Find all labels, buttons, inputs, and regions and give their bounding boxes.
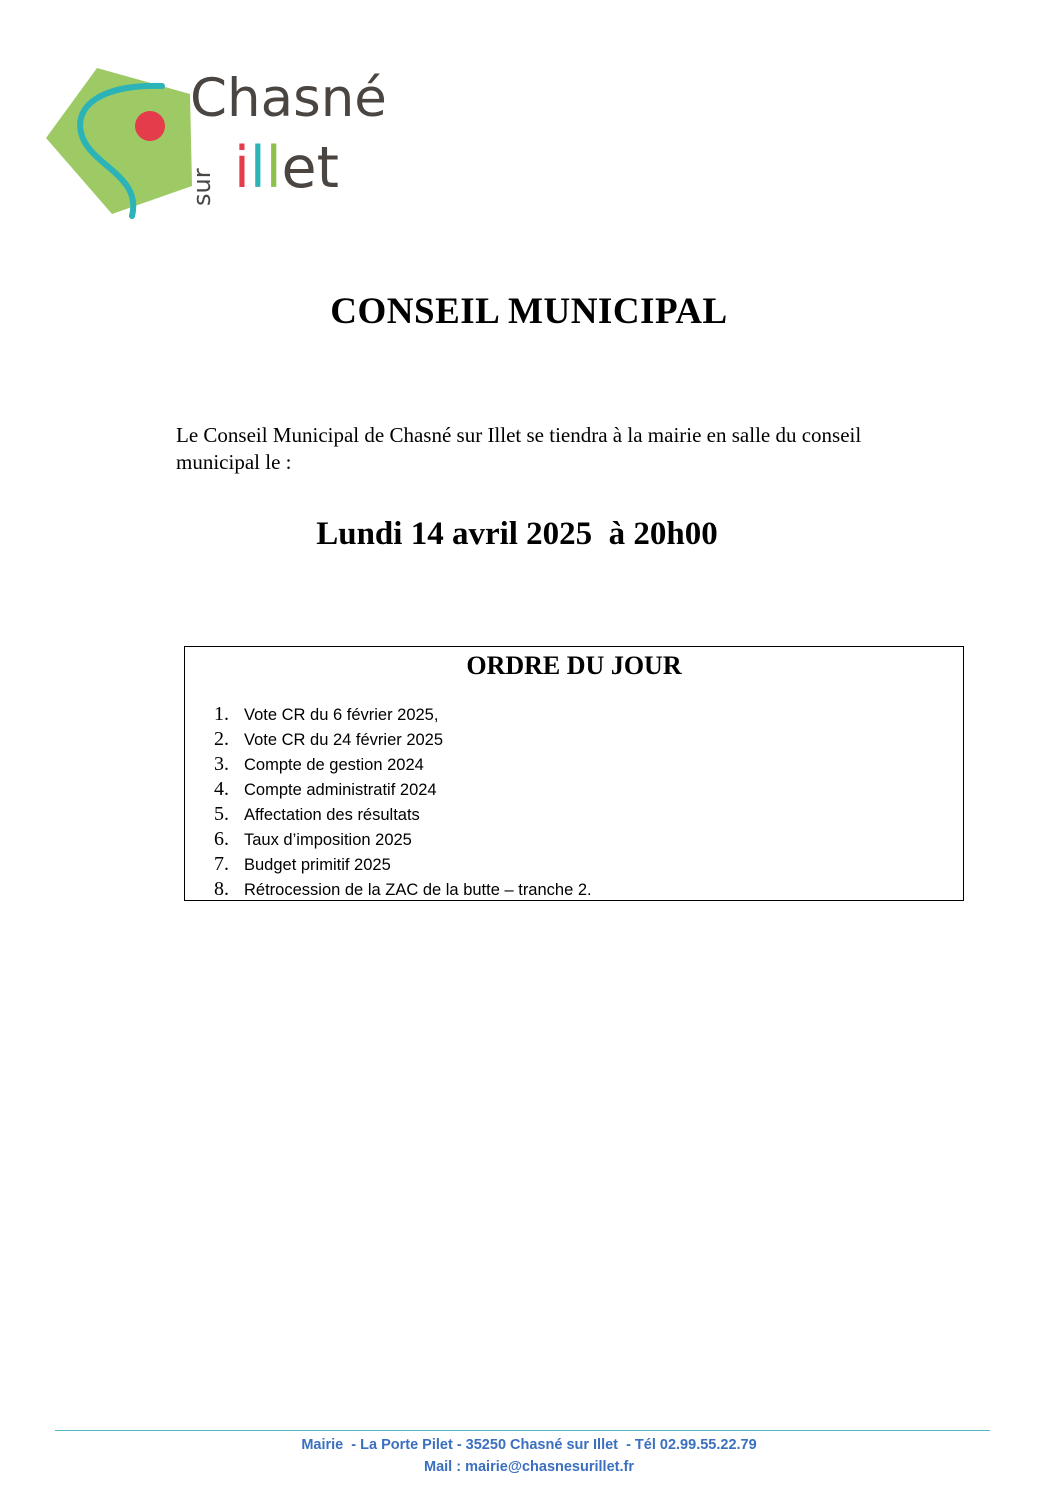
item-number: 6 .: [185, 828, 244, 851]
logo-word-illet: [234, 135, 339, 201]
list-item: [185, 753, 963, 778]
list-item: [185, 828, 963, 853]
item-number: 1 .: [185, 703, 244, 726]
item-label: Rétrocession de la ZAC de la butte – tranche 2.: [244, 881, 592, 899]
item-label: Compte administratif 2024: [244, 781, 437, 799]
item-label: Budget primitif 2025: [244, 856, 391, 874]
item-label: Taux d’imposition 2025: [244, 831, 412, 849]
list-item: [185, 728, 963, 753]
agenda-list: [185, 703, 963, 903]
list-item: [185, 703, 963, 728]
list-item: [185, 878, 963, 903]
list-item: [185, 778, 963, 803]
item-number: 3 .: [185, 753, 244, 776]
meeting-date: Lundi 14 avril 2025 à 20h00: [316, 516, 718, 552]
item-number: 5 .: [185, 803, 244, 826]
logo-word-sur: sur: [188, 168, 216, 206]
item-number: 4 .: [185, 778, 244, 801]
agenda-box: [184, 646, 964, 901]
footer-email: Mail : mairie@chasnesurillet.fr: [424, 1459, 634, 1475]
page-title: CONSEIL MUNICIPAL: [330, 291, 728, 332]
item-label: Vote CR du 24 février 2025: [244, 731, 444, 749]
item-number: 7 .: [185, 853, 244, 876]
footer-divider: [55, 1430, 990, 1431]
intro-paragraph: Le Conseil Municipal de Chasné sur Illet se tiendra à la mairie en salle du conseil municipal le :: [176, 423, 862, 474]
logo-word-chasne: Chasné: [190, 68, 387, 129]
list-item: [185, 803, 963, 828]
list-item: [185, 853, 963, 878]
logo-letter-2: l: [249, 135, 266, 201]
item-label: Affectation des résultats: [244, 806, 420, 824]
item-number: 8 .: [185, 878, 244, 901]
item-label: Vote CR du 6 février 2025,: [244, 706, 439, 724]
footer-address: Mairie - La Porte Pilet - 35250 Chasné sur Illet - Tél 02.99.55.22.79: [301, 1437, 757, 1453]
item-label: Compte de gestion 2024: [244, 756, 424, 774]
logo: [42, 66, 387, 222]
logo-letter-1: i: [234, 135, 250, 201]
logo-letter-3: l: [265, 135, 282, 201]
item-number: 2 .: [185, 728, 244, 751]
logo-letter-rest: et: [281, 135, 339, 201]
agenda-title: ORDRE DU JOUR: [466, 651, 682, 680]
